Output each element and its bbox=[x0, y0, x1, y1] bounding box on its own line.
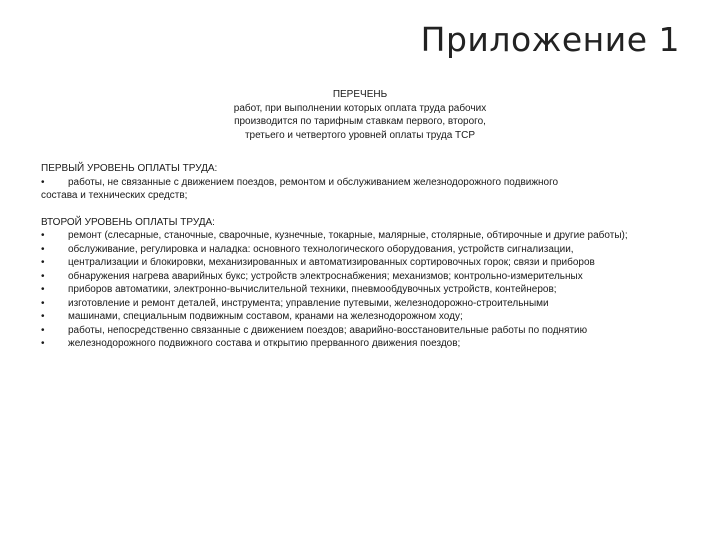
list-item bbox=[41, 283, 681, 297]
list-item-continuation: состава и технических средств; bbox=[41, 190, 188, 201]
list-item-text: изготовление и ремонт деталей, инструмента; управление путевыми, железнодорожно-строительными bbox=[68, 297, 549, 309]
bullet-icon: • bbox=[41, 284, 45, 295]
list-item bbox=[41, 324, 681, 338]
section-heading: ВТОРОЙ УРОВЕНЬ ОПЛАТЫ ТРУДА: bbox=[41, 216, 215, 228]
list-item bbox=[41, 297, 681, 311]
list-item-text: машинами, специальным подвижным составом, кранами на железнодорожном ходу; bbox=[68, 311, 463, 322]
document-body bbox=[41, 162, 681, 364]
list-item bbox=[41, 229, 681, 243]
list-item-text: обнаружения нагрева аварийных букс; устройств электроснабжения; механизмов; контрольно-измерительных bbox=[68, 270, 583, 282]
bullet-icon: • bbox=[41, 230, 45, 241]
document-heading bbox=[0, 88, 720, 142]
section-first-level bbox=[41, 162, 681, 203]
bullet-icon: • bbox=[41, 176, 45, 188]
bullet-icon: • bbox=[41, 243, 45, 255]
list-item-text: централизации и блокировки, механизированных и автоматизированных сортировочных горок; связи и приборов bbox=[68, 257, 595, 268]
list-item-text: обслуживание, регулировка и наладка: основного технологического оборудования, устройств сигнализации, bbox=[68, 243, 574, 255]
section-heading: ПЕРВЫЙ УРОВЕНЬ ОПЛАТЫ ТРУДА: bbox=[41, 163, 218, 174]
page-title: Приложение 1 bbox=[420, 20, 680, 59]
heading-line-3: производится по тарифным ставкам первого, второго, bbox=[234, 116, 486, 127]
bullet-icon: • bbox=[41, 270, 45, 282]
list-item-text: работы, непосредственно связанные с движением поездов; аварийно-восстановительные работы по поднятию bbox=[68, 324, 588, 336]
bullet-icon: • bbox=[41, 311, 45, 322]
bullet-icon: • bbox=[41, 297, 45, 309]
list-item bbox=[41, 310, 681, 324]
list-item-text: железнодорожного подвижного состава и открытию прерванного движения поездов; bbox=[68, 338, 461, 349]
list-item-text: работы, не связанные с движением поездов, ремонтом и обслуживанием железнодорожного подвижного bbox=[68, 176, 559, 188]
bullet-icon: • bbox=[41, 338, 45, 349]
heading-line-2: работ, при выполнении которых оплата труда рабочих bbox=[233, 102, 487, 114]
heading-line-4: третьего и четвертого уровней оплаты труда ТСР bbox=[244, 129, 476, 141]
list-item bbox=[41, 176, 681, 190]
list-item bbox=[41, 243, 681, 257]
list-item-text: ремонт (слесарные, станочные, сварочные, кузнечные, токарные, малярные, столярные, обтирочные и другие работы); bbox=[68, 230, 628, 241]
bullet-icon: • bbox=[41, 257, 45, 268]
section-second-level bbox=[41, 216, 681, 351]
list-item bbox=[41, 270, 681, 284]
list-item bbox=[41, 256, 681, 270]
list-item bbox=[41, 337, 681, 351]
heading-line-1: ПЕРЕЧЕНЬ bbox=[332, 89, 388, 100]
bullet-icon: • bbox=[41, 324, 45, 336]
list-item-text: приборов автоматики, электронно-вычислительной техники, пневмообдувочных устройств, контейнеров; bbox=[68, 284, 557, 295]
